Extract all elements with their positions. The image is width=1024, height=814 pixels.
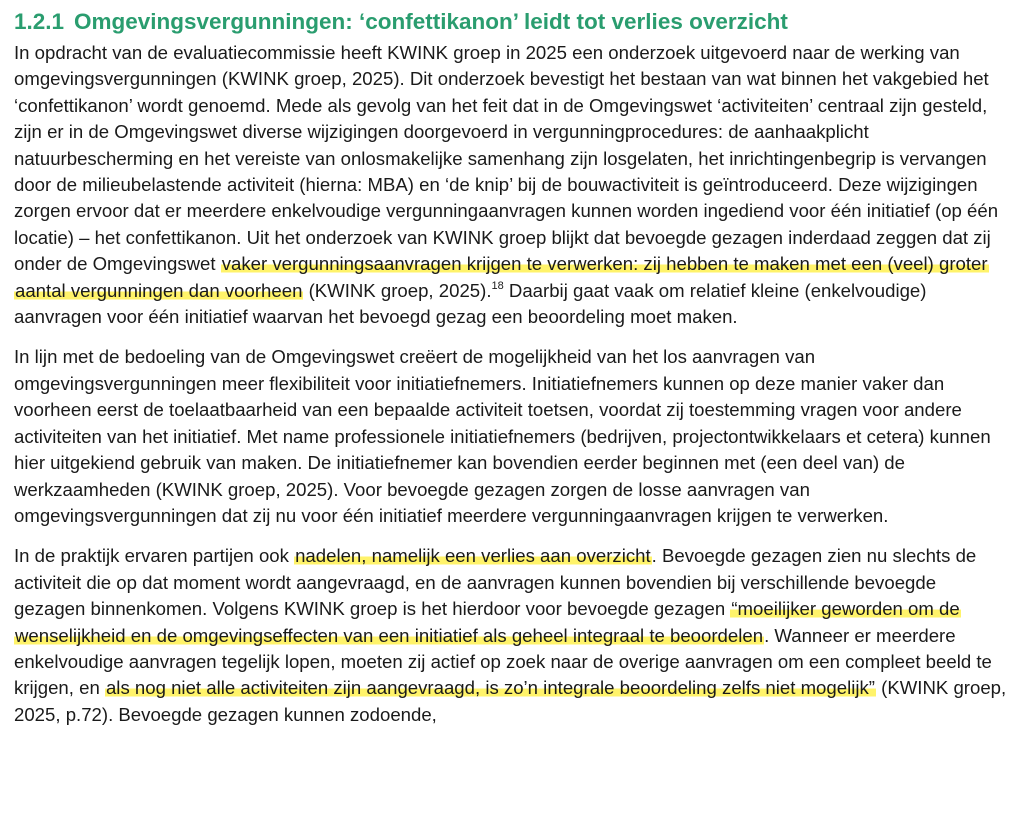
text-segment: In de praktijk ervaren partijen ook	[14, 545, 295, 567]
highlighted-text: als nog niet alle activiteiten zijn aangevraagd, is zo’n integrale beoordeling zelfs niet mogelijk”	[105, 677, 875, 699]
paragraph-1	[14, 40, 1010, 330]
text-segment: (KWINK groep, 2025).	[303, 279, 492, 301]
section-title: Omgevingsvergunningen: ‘confettikanon’ leidt tot verlies overzicht	[74, 9, 788, 34]
paragraph-3	[14, 543, 1010, 728]
text-segment: (KWINK groep, 2025, p.72). Bevoegde gezagen kunnen zodoende,	[14, 677, 1007, 725]
section-number: 1.2.1	[14, 9, 65, 34]
section-heading	[14, 8, 1010, 36]
highlighted-text: “moeilijker geworden om de wenselijkheid en de omgevingseffecten van een initiatief als geheel integraal te beoordelen	[15, 598, 960, 646]
highlighted-text: vaker vergunningsaanvragen krijgen te verwerken: zij hebben te maken met een (veel) groter aantal vergunningen dan voorheen	[15, 253, 988, 301]
text-segment: Daarbij gaat vaak om relatief kleine (enkelvoudige) aanvragen voor één initiatief waarvan het bevoegd gezag een beoordeling moet maken.	[14, 279, 927, 328]
footnote-reference[interactable]: 18	[491, 279, 504, 292]
text-segment: In lijn met de bedoeling van de Omgevingswet creëert de mogelijkheid van het los aanvragen van omgevingsvergunningen meer flexibiliteit voor initiatiefnemers. Initiatiefnemers kunnen op deze manier vaker dan voorheen eerst de toelaatbaarheid van een bepaalde activiteit toetsen, voordat zij toestemming vragen voor andere activiteiten van het initiatief. Met name professionele initiatiefnemers (bedrijven, projectontwikkelaars et cetera) kunnen hier uitgekiend gebruik van maken. De initiatiefnemer kan bovendien eerder beginnen met (een deel van) de werkzaamheden (KWINK groep, 2025). Voor bevoegde gezagen zorgen de losse aanvragen van omgevingsvergunningen dat zij nu voor één initiatief meerdere vergunningaanvragen krijgen te verwerken.	[14, 346, 991, 526]
text-segment: . Bevoegde gezagen zien nu slechts de activiteit die op dat moment wordt aangevraagd, en de aanvragen kunnen bovendien bij verschillende bevoegde gezagen binnenkomen. Volgens KWINK groep is het hierdoor voor bevoegde gezagen	[14, 545, 977, 620]
paragraph-2	[14, 344, 1010, 529]
text-segment: In opdracht van de evaluatiecommissie heeft KWINK groep in 2025 een onderzoek uitgevoerd naar de werking van omgevingsvergunningen (KWINK groep, 2025). Dit onderzoek bevestigt het bestaan van wat binnen het vakgebied het ‘confettikanon’ wordt genoemd. Mede als gevolg van het feit dat in de Omgevingswet ‘activiteiten’ centraal zijn gesteld, zijn er in de Omgevingswet diverse wijzigingen doorgevoerd in vergunningprocedures: de aanhaakplicht natuurbescherming en het vereiste van onlosmakelijke samenhang zijn losgelaten, het inrichtingenbegrip is vervangen door de milieubelastende activiteit (hierna: MBA) en ‘de knip’ bij de bouwactiviteit is geïntroduceerd. Deze wijzigingen zorgen ervoor dat er meerdere enkelvoudige vergunningaanvragen kunnen worden ingediend voor één initiatief (op één locatie) – het confettikanon. Uit het onderzoek van KWINK groep blijkt dat bevoegde gezagen inderdaad zeggen dat zij onder de Omgevingswet	[14, 42, 999, 275]
text-segment: . Wanneer er meerdere enkelvoudige aanvragen tegelijk lopen, moeten zij actief op zoek naar de overige aanvragen om een compleet beeld te krijgen, en	[14, 624, 992, 699]
highlighted-text: nadelen, namelijk een verlies aan overzicht	[295, 545, 651, 567]
